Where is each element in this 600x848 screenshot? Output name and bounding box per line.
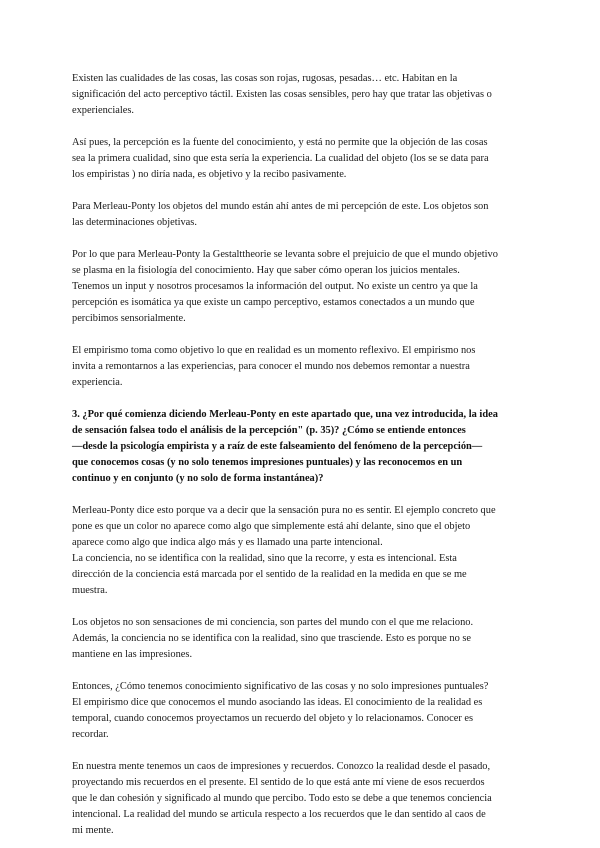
text-line: dirección de la conciencia está marcada por el sentido de la realidad en la medida en que se me [72,569,467,580]
paragraph [72,759,524,839]
text-line: experienciales. [72,105,135,116]
paragraph [72,199,524,231]
text-line: El empirismo toma como objetivo lo que en realidad es un momento reflexivo. El empirismo nos [72,345,476,356]
text-line: los empiristas ) no diría nada, es objetivo y la recibo pasivamente. [72,169,347,180]
paragraph [72,503,524,551]
text-line: pone es que un color no aparece como algo que simplemente está ahí delante, sino que el objeto [72,521,471,532]
text-line: Merleau-Ponty dice esto porque va a decir que la sensación pura no es sentir. El ejemplo concreto que [72,505,496,516]
text-line: que conocemos cosas (y no solo tenemos impresiones puntuales) y las reconocemos en un [72,457,463,468]
text-line: experiencia. [72,377,123,388]
text-line: invita a remontarnos a las experiencias, para conocer el mundo nos debemos remontar a nuestra [72,361,470,372]
text-line: intencional. La realidad del mundo se articula respecto a los recuerdos que le dan sentido al caos de [72,809,486,820]
paragraph [72,615,524,663]
text-line: En nuestra mente tenemos un caos de impresiones y recuerdos. Conozco la realidad desde el pasado, [72,761,491,772]
text-line: temporal, cuando conocemos proyectamos un recuerdo del objeto y lo relacionamos. Conocer es [72,713,474,724]
text-line: muestra. [72,585,108,596]
text-line: Por lo que para Merleau-Ponty la Gestalttheorie se levanta sobre el prejuicio de que el mundo objetivo [72,249,498,260]
text-line: La conciencia, no se identifica con la realidad, sino que la recorre, y esta es intencional. Esta [72,553,457,564]
text-line: que le dan cohesión y significado al mundo que percibo. Todo esto se debe a que tenemos conciencia [72,793,492,804]
text-line: de sensación falsea todo el análisis de la percepción" (p. 35)? ¿Cómo se entiende entonces [72,425,466,436]
text-line: continuo y en conjunto (y no solo de forma instantánea)? [72,473,324,484]
text-line: percibimos sensorialmente. [72,313,186,324]
text-line: Entonces, ¿Cómo tenemos conocimiento significativo de las cosas y no solo impresiones puntuales? [72,681,489,692]
text-line: mantiene en las impresiones. [72,649,193,660]
text-line: 3. ¿Por qué comienza diciendo Merleau-Ponty en este apartado que, una vez introducida, la idea [72,409,498,420]
text-line: El empirismo dice que conocemos el mundo asociando las ideas. El conocimiento de la realidad es [72,697,483,708]
text-line: Tenemos un input y nosotros procesamos la información del output. No existe un centro ya que la [72,281,478,292]
paragraph [72,247,524,327]
paragraph [72,343,524,391]
paragraph [72,551,524,599]
text-line: proyectando mis recuerdos en el presente. El sentido de lo que está ante mí viene de esos recuerdos [72,777,485,788]
text-line: Así pues, la percepción es la fuente del conocimiento, y está no permite que la objeción de las cosas [72,137,488,148]
paragraph [72,135,524,183]
text-line: aparece como algo que indica algo más y es llamado una parte intencional. [72,537,383,548]
text-line: mi mente. [72,825,114,836]
question-heading [72,407,524,487]
text-line: —desde la psicología empirista y a raíz de este falseamiento del fenómeno de la percepción— [72,441,483,452]
text-line: significación del acto perceptivo táctil. Existen las cosas sensibles, pero hay que tratar las objetivas o [72,89,492,100]
text-line: Además, la conciencia no se identifica con la realidad, sino que trasciende. Esto es porque no se [72,633,472,644]
text-line: recordar. [72,729,109,740]
text-line: Existen las cualidades de las cosas, las cosas son rojas, rugosas, pesadas… etc. Habitan en la [72,73,458,84]
paragraph [72,71,524,119]
text-line: Los objetos no son sensaciones de mi conciencia, son partes del mundo con el que me relaciono. [72,617,474,628]
paragraph [72,679,524,743]
text-line: sea la primera cualidad, sino que esta sería la experiencia. La cualidad del objeto (los se se data para [72,153,489,164]
text-line: las determinaciones objetivas. [72,217,197,228]
text-line: percepción es isomática ya que existe un campo perceptivo, estamos conectados a un mundo que [72,297,475,308]
text-line: Para Merleau-Ponty los objetos del mundo están ahí antes de mi percepción de este. Los objetos son [72,201,489,212]
text-line: se plasma en la fisiología del conocimiento. Hay que saber cómo operan los juicios mentales. [72,265,460,276]
